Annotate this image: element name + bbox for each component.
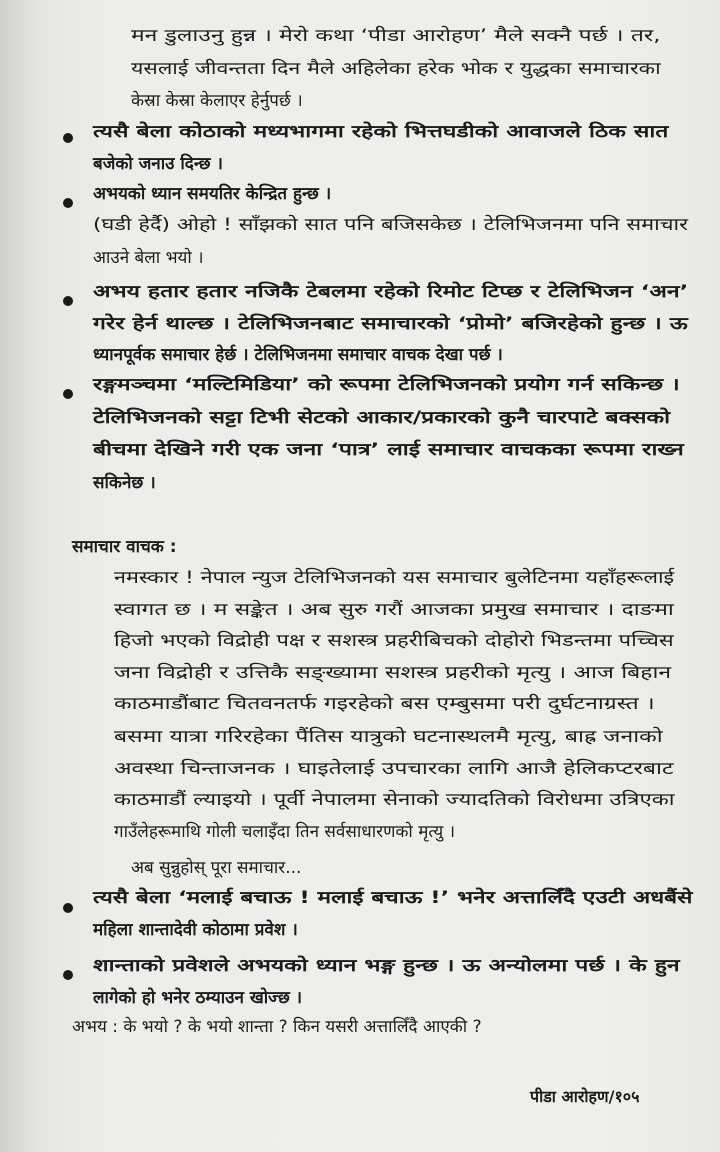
text-line: यसलाई जीवन्तता दिन मैले अहिलेका हरेक भोक र युद्धका समाचारका <box>131 59 661 79</box>
text-line: काठमाडौंबाट चितवनतर्फ गइरहेको बस एम्बुसमा परी दुर्घटनाग्रस्त । <box>114 694 655 714</box>
bullet-icon <box>63 970 73 980</box>
text-line: टेलिभिजनको सट्टा टिभी सेटको आकार/प्रकारको कुनै चारपाटे बक्सको <box>93 408 671 428</box>
page-footer: पीडा आरोहण/१०५ <box>530 1087 640 1106</box>
text-line: सकिनेछ । <box>93 473 156 493</box>
text-line: अभयको ध्यान समयतिर केन्द्रित हुन्छ । <box>93 184 332 204</box>
text-line: त्यसै बेला ‘मलाई बचाऊ ! मलाई बचाऊ !’ भनेर अत्तालिँदै एउटी अधबैंसे <box>93 888 693 908</box>
text-line: त्यसै बेला कोठाको मध्यभागमा रहेको भित्तघडीको आवाजले ठिक सात <box>93 122 669 142</box>
text-line: (घडी हेर्दै) ओहो ! साँझको सात पनि बजिसकेछ । टेलिभिजनमा पनि समाचार <box>93 215 689 235</box>
text-line: बीचमा देखिने गरी एक जना ‘पात्र’ लाई समाचार वाचकका रूपमा राख्न <box>93 440 684 460</box>
text-line: ध्यानपूर्वक समाचार हेर्छ । टेलिभिजनमा समाचार वाचक देखा पर्छ । <box>93 345 503 365</box>
text-line: अब सुन्नुहोस् पूरा समाचार... <box>131 858 302 878</box>
text-line: नमस्कार ! नेपाल न्युज टेलिभिजनको यस समाचार बुलेटिनमा यहाँहरूलाई <box>114 568 675 588</box>
text-line: अभय हतार हतार नजिकै टेबलमा रहेको रिमोट टिप्छ र टेलिभिजन ‘अन’ <box>93 282 689 302</box>
text-line: जना विद्रोही र उत्तिकै सङ्ख्यामा सशस्त्र प्रहरीको मृत्यु । आज बिहान <box>114 663 672 683</box>
text-line: मन डुलाउनु हुन्न । मेरो कथा ‘पीडा आरोहण’ मैले सक्नै पर्छ । तर, <box>131 26 661 46</box>
bullet-icon <box>63 133 73 143</box>
text-line: केस्रा केस्रा केलाएर हेर्नुपर्छ । <box>131 91 303 111</box>
bullet-icon <box>63 198 73 208</box>
text-line: स्वागत छ । म सङ्केत । अब सुरु गरौं आजका प्रमुख समाचार । दाङमा <box>114 600 674 620</box>
text-line: शान्ताको प्रवेशले अभयको ध्यान भङ्ग हुन्छ । ऊ अन्योलमा पर्छ । के हुन <box>93 956 680 976</box>
text-line: अभय : के भयो ? के भयो शान्ता ? किन यसरी अत्तालिँदै आएकी ? <box>72 1017 482 1037</box>
text-line: रङ्गमञ्चमा ‘मल्टिमिडिया’ को रूपमा टेलिभिजनको प्रयोग गर्न सकिन्छ । <box>93 375 680 395</box>
text-line: आउने बेला भयो । <box>93 248 204 268</box>
text-line: अवस्था चिन्ताजनक । घाइतेलाई उपचारका लागि आजै हेलिकप्टरबाट <box>114 759 674 779</box>
bullet-icon <box>63 389 73 399</box>
text-line: गरेर हेर्न थाल्छ । टेलिभिजनबाट समाचारको ‘प्रोमो’ बजिरहेको हुन्छ । ऊ <box>93 314 688 334</box>
bullet-icon <box>63 296 73 306</box>
text-line: बजेको जनाउ दिन्छ । <box>93 154 223 174</box>
text-line: लागेको हो भनेर ठम्याउन खोज्छ । <box>93 988 303 1008</box>
text-line: महिला शान्तादेवी कोठामा प्रवेश । <box>93 920 298 940</box>
text-line: काठमाडौं ल्याइयो । पूर्वी नेपालमा सेनाको ज्यादतिको विरोधमा उत्रिएका <box>114 790 675 810</box>
text-line: गाउँलेहरूमाथि गोली चलाइँदा तिन सर्वसाधारणको मृत्यु । <box>114 822 456 842</box>
text-line: हिजो भएको विद्रोही पक्ष र सशस्त्र प्रहरीबिचको दोहोरो भिडन्तमा पच्चिस <box>114 631 674 651</box>
text-line: समाचार वाचक : <box>72 537 177 557</box>
text-line: बसमा यात्रा गरिरहेका पैंतिस यात्रुको घटनास्थलमै मृत्यु, बाह्र जनाको <box>114 727 663 747</box>
bullet-icon <box>63 903 73 913</box>
